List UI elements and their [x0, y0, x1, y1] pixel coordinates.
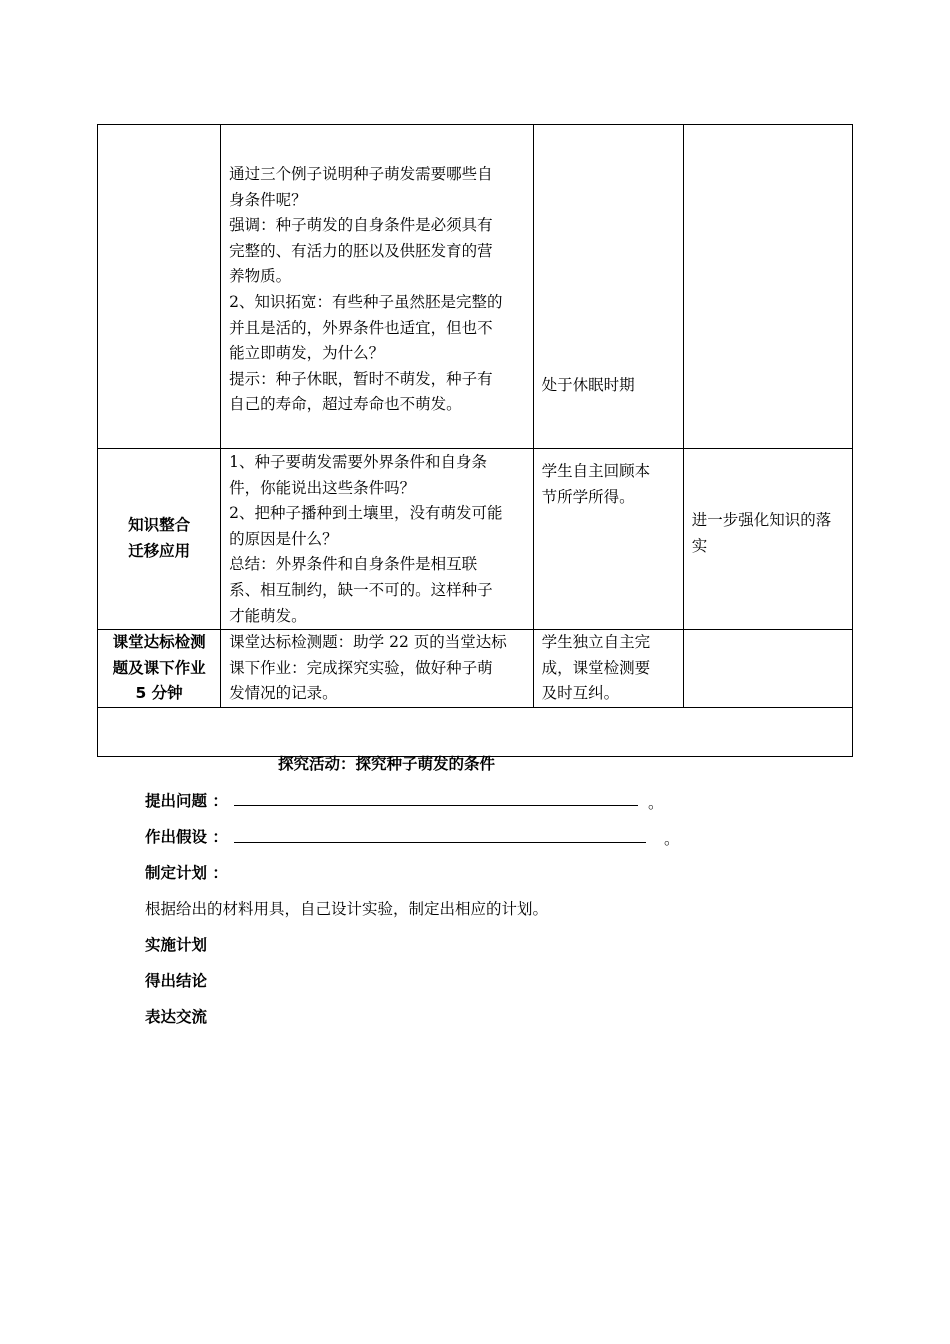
text-line: 件，你能说出这些条件吗？ — [229, 478, 416, 497]
row2-intent-cell — [683, 449, 852, 630]
text-line: 处于休眠时期 — [541, 376, 635, 394]
plan-label: 制定计划 ： — [145, 864, 228, 882]
plan-text: 根据给出的材料用具，自己设计实验，制定出相应的计划。 — [145, 900, 549, 918]
hypothesis-blank[interactable] — [234, 841, 646, 843]
row2-stage-cell — [98, 449, 221, 630]
row3-teacher-cell — [221, 630, 533, 708]
row1-intent-cell — [683, 125, 852, 449]
row1-teacher-cell — [221, 125, 533, 449]
row2-teacher-cell — [221, 449, 533, 630]
ask-question-label: 提出问题 ： — [145, 792, 228, 810]
text-line: 完整的、有活力的胚以及供胚发育的营 — [229, 241, 493, 260]
stage-label: 课堂达标检测 — [112, 633, 206, 652]
table-row — [98, 630, 853, 708]
table-row — [98, 125, 853, 449]
text-line: 系、相互制约，缺一不可的。这样种子 — [229, 580, 493, 599]
row2-student-cell — [533, 449, 683, 630]
text-line: 课下作业：完成探究实验，做好种子萌 — [229, 658, 493, 677]
text-line: 成，课堂检测要 — [541, 658, 651, 677]
text-line: 节所学所得。 — [541, 487, 635, 506]
ask-question-blank[interactable] — [234, 804, 638, 806]
text-line: 实 — [691, 536, 708, 555]
text-line: 1、种子要萌发需要外界条件和自身条 — [229, 453, 488, 471]
row1-stage-cell — [98, 125, 221, 449]
text-line: 总结：外界条件和自身条件是相互联 — [229, 555, 478, 574]
stage-label: 题及课下作业 — [112, 658, 206, 677]
stage-label: 5 分钟 — [135, 684, 183, 703]
text-line: 身条件呢？ — [229, 190, 307, 209]
text-line: 发情况的记录。 — [229, 684, 338, 703]
table-row — [98, 449, 853, 630]
text-line: 自己的寿命，超过寿命也不萌发。 — [229, 395, 462, 414]
row3-student-cell — [533, 630, 683, 708]
text-line: 通过三个例子说明种子萌发需要哪些自 — [229, 165, 493, 183]
implement-label: 实施计划 — [145, 936, 208, 954]
text-line: 2、知识拓宽：有些种子虽然胚是完整的 — [229, 292, 503, 311]
communicate-label: 表达交流 — [145, 1008, 208, 1026]
period: 。 — [664, 830, 680, 848]
empty-merged-cell — [98, 707, 853, 756]
hypothesis-label: 作出假设 ： — [145, 828, 228, 846]
stage-label: 迁移应用 — [128, 542, 191, 561]
text-line: 学生自主回顾本 — [541, 462, 651, 480]
text-line: 2、把种子播种到土壤里，没有萌发可能 — [229, 504, 503, 523]
table-row — [98, 707, 853, 756]
text-line: 养物质。 — [229, 267, 292, 286]
text-line: 强调：种子萌发的自身条件是必须具有 — [229, 216, 493, 235]
row1-student-cell — [533, 125, 683, 449]
text-line: 及时互纠。 — [541, 684, 620, 703]
row3-intent-cell — [683, 630, 852, 708]
stage-label: 知识整合 — [128, 516, 191, 535]
row3-stage-cell — [98, 630, 221, 708]
text-line: 进一步强化知识的落 — [691, 511, 832, 529]
text-line: 能立即萌发，为什么？ — [229, 344, 385, 363]
text-line: 的原因是什么？ — [229, 529, 338, 548]
text-line: 课堂达标检测题：助学 22 页的当堂达标 — [229, 633, 507, 652]
text-line: 提示：种子休眠，暂时不萌发，种子有 — [229, 369, 493, 388]
period: 。 — [648, 794, 664, 812]
text-line: 才能萌发。 — [229, 606, 307, 625]
text-line: 并且是活的，外界条件也适宜，但也不 — [229, 318, 493, 337]
activity-title: 探究活动：探究种子萌发的条件 — [278, 755, 496, 773]
lesson-plan-table — [97, 124, 853, 757]
conclusion-label: 得出结论 — [145, 972, 208, 990]
text-line: 学生独立自主完 — [541, 633, 651, 652]
